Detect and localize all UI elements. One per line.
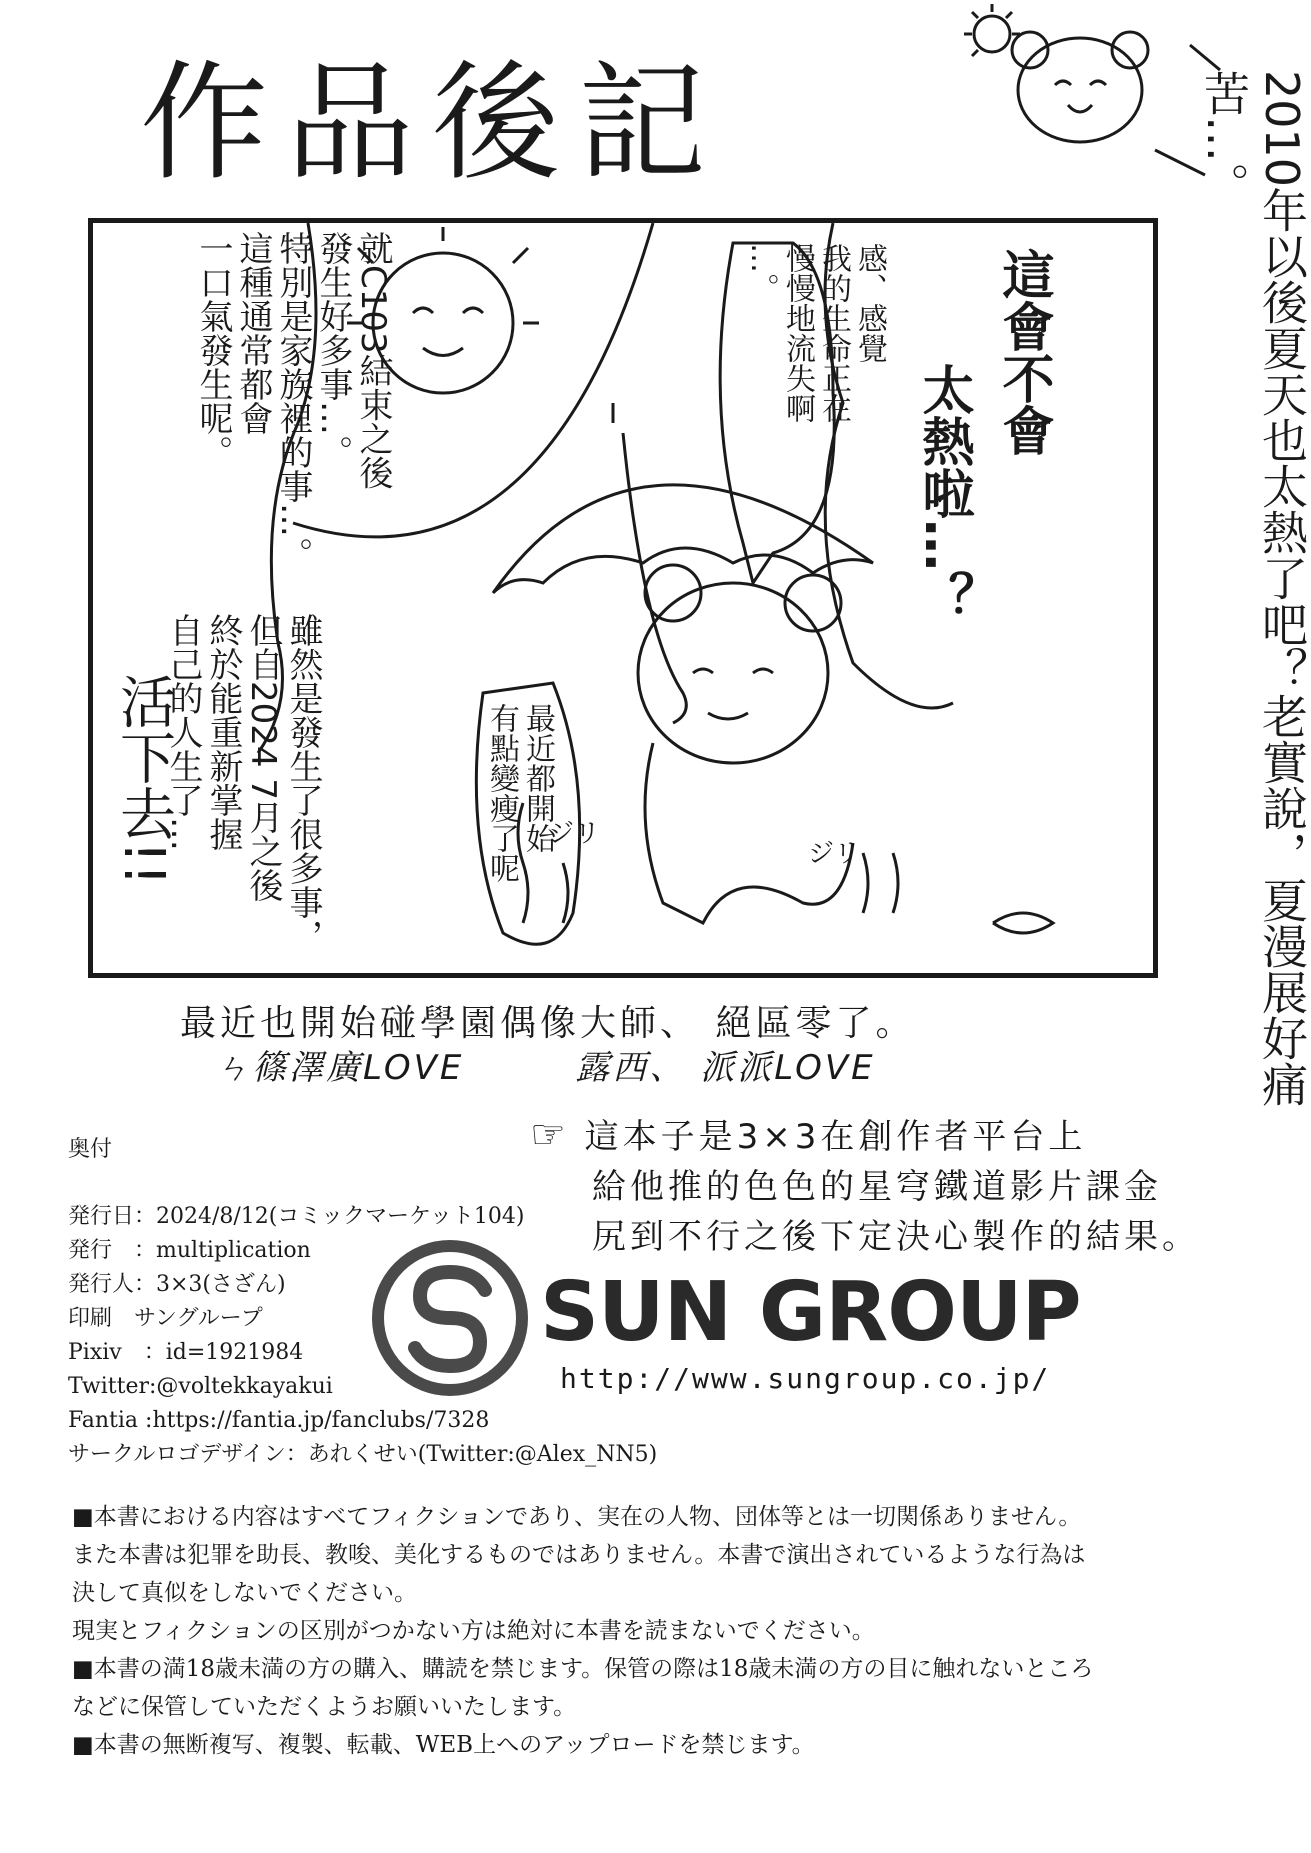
colophon-row: Twitter:@voltekkayakui [68,1374,333,1399]
comic-panel [88,218,1158,978]
sfx-left: ジリ [548,819,601,849]
bear-drawing [638,583,828,763]
colophon-row: 発行日：2024/8/12(コミックマーケット104) [68,1204,525,1229]
colophon-row: Fantia :https://fantia.jp/fanclubs/7328 [68,1408,490,1433]
disclaimer-line: ■本書における内容はすべてフィクションであり、実在の人物、団体等とは一切関係ありません。 [72,1504,1082,1530]
colophon-row: Pixiv ：id=1921984 [68,1340,304,1365]
sfx-right: ジリ [808,839,861,869]
narration-top: 就C103結束之後 發生好多事…。 特別是家族裡的事…。 這種通常都會 一口氣發生呢。 [193,231,393,571]
disclaimer-line: 決して真似をしないでください。 [72,1580,417,1606]
handwritten-note [530,1110,1200,1262]
colophon-row: 発行 ：multiplication [68,1238,311,1263]
big-hot-text-1: 這會不會 [993,248,1053,456]
disclaimer-line: ■本書の満18歳未満の方の購入、購読を禁じます。保管の際は18歳未満の方の目に触れないところ [72,1656,1094,1682]
bear-sun-doodle [950,0,1180,150]
colophon-row: 発行人：3×3(さざん) [68,1272,286,1297]
narration-middle: 雖然是發生了很多事， 但自2024 7月之後 終於能重新掌握 自己的人生了… [163,613,323,953]
note-line: 這本子是3×3在創作者平台上 [584,1117,1087,1157]
bubble-thin-text: 最近都開始 有點變瘦了呢 [484,703,555,883]
disclaimer [72,1498,1093,1764]
pointing-hand-icon: ☞ [530,1112,570,1158]
big-hot-text-2: 太熱啦…？ [913,363,973,623]
bubble-feel-text: 感、感覺 我的生命正在 慢慢地流失啊 …。 [744,243,887,423]
sungroup-logo-mark [370,1238,530,1398]
colophon-row: 印刷 サングループ [68,1306,263,1331]
live-on-text: 活下去!! [111,673,176,886]
disclaimer-line: 現実とフィクションの区別がつかない方は絶対に本書を読まないでください。 [72,1618,875,1644]
disclaimer-line: ■本書の無断複写、複製、転載、WEB上へのアップロードを禁じます。 [72,1732,815,1758]
note-line: 尻到不行之後下定決心製作的結果。 [592,1217,1200,1257]
disclaimer-line: などに保管していただくようお願いいたします。 [72,1694,577,1720]
sun-drawing [373,253,513,393]
colophon-row: サークルロゴデザイン：あれくせい(Twitter:@Alex_NN5) [68,1442,658,1467]
sungroup-url: http://www.sungroup.co.jp/ [560,1362,1051,1395]
sungroup-logo-text: SUN GROUP [540,1265,1081,1360]
caption-line-1: 最近也開始碰學園偶像大師、 絕區零了。 [180,1003,916,1044]
colophon-heading: 奥付 [68,1137,113,1162]
margin-note: 2010年以後夏天也太熱了吧？老實說，夏漫展好痛苦…。 [1197,70,1309,1108]
page-title: 作品後記 [140,49,725,198]
disclaimer-line: また本書は犯罪を助長、教唆、美化するものではありません。本書で演出されているような行為は [72,1542,1086,1568]
caption-line-2: ㄣ篠澤廣LOVE 露西、 派派LOVE [215,1048,876,1088]
note-line: 給他推的色色的星穹鐵道影片課金 [592,1167,1162,1207]
